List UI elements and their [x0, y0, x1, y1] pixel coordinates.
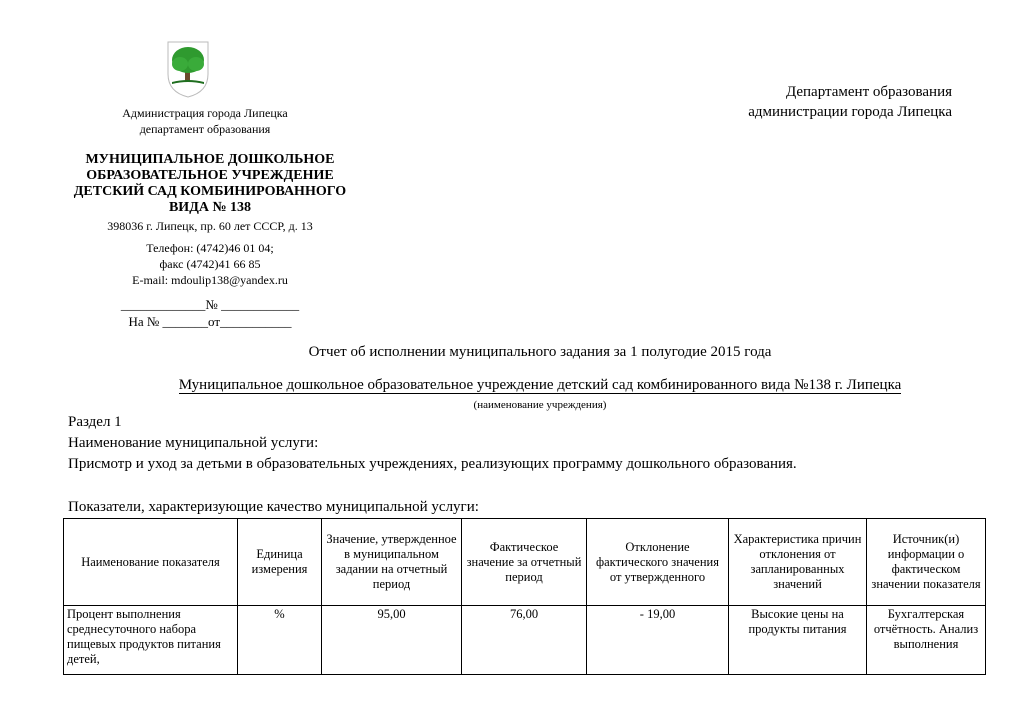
table-row — [64, 606, 986, 675]
column-header-indicator: Наименование показателя — [64, 519, 238, 606]
cell-actual: 76,00 — [462, 606, 587, 675]
institution-name: Муниципальное дошкольное образовательное учреждение детский сад комбинированного вида №138 г. Липецка — [178, 377, 902, 393]
organization-address: 398036 г. Липецк, пр. 60 лет СССР, д. 13 — [107, 219, 313, 233]
section-title: Раздел 1 — [68, 414, 122, 430]
fax-line: факс (4742)41 66 85 — [159, 257, 261, 271]
outgoing-reference-line: _____________№ ____________ — [120, 297, 300, 312]
column-header-source: Источник(и) информации о фактическом значении показателя — [867, 519, 986, 606]
cell-indicator: Процент выполнения среднесуточного набора пищевых продуктов питания детей, — [64, 606, 238, 675]
service-label: Наименование муниципальной услуги: — [68, 435, 319, 451]
email-line: E-mail: mdoulip138@yandex.ru — [132, 273, 288, 287]
column-header-actual: Фактическое значение за отчетный период — [462, 519, 587, 606]
cell-source: Бухгалтерская отчётность. Анализ выполнения — [867, 606, 986, 675]
column-header-approved: Значение, утвержденное в муниципальном задании на отчетный период — [322, 519, 462, 606]
sender-admin-block — [80, 105, 330, 137]
phone-line: Телефон: (4742)46 01 04; — [146, 241, 274, 255]
city-emblem-icon — [164, 40, 212, 98]
recipient-line-2: администрации города Липецка — [748, 104, 952, 120]
incoming-reference-line: На № _______от___________ — [128, 314, 292, 329]
service-name: Присмотр и уход за детьми в образовательных учреждениях, реализующих программу дошкольного образования. — [68, 456, 797, 472]
organization-contacts — [60, 240, 360, 288]
column-header-unit: Единица измерения — [238, 519, 322, 606]
column-header-reason: Характеристика причин отклонения от запланированных значений — [729, 519, 867, 606]
quality-indicators-table — [63, 518, 986, 675]
recipient-block — [640, 82, 952, 122]
table-header-row — [64, 519, 986, 606]
admin-line-2: департамент образования — [139, 122, 271, 136]
institution-caption: (наименование учреждения) — [473, 399, 607, 411]
cell-unit: % — [238, 606, 322, 675]
cell-reason: Высокие цены на продукты питания — [729, 606, 867, 675]
recipient-line-1: Департамент образования — [785, 84, 952, 100]
report-title: Отчет об исполнении муниципального задания за 1 полугодие 2015 года — [308, 344, 772, 360]
organization-name: МУНИЦИПАЛЬНОЕ ДОШКОЛЬНОЕ ОБРАЗОВАТЕЛЬНОЕ УЧРЕЖДЕНИЕ ДЕТСКИЙ САД КОМБИНИРОВАННОГО ВИДА № 138 — [73, 152, 347, 215]
cell-deviation: - 19,00 — [587, 606, 729, 675]
institution-name-line — [60, 377, 1020, 394]
column-header-deviation: Отклонение фактического значения от утвержденного — [587, 519, 729, 606]
cell-approved: 95,00 — [322, 606, 462, 675]
admin-line-1: Администрация города Липецка — [122, 106, 288, 120]
indicators-heading: Показатели, характеризующие качество муниципальной услуги: — [68, 499, 479, 515]
